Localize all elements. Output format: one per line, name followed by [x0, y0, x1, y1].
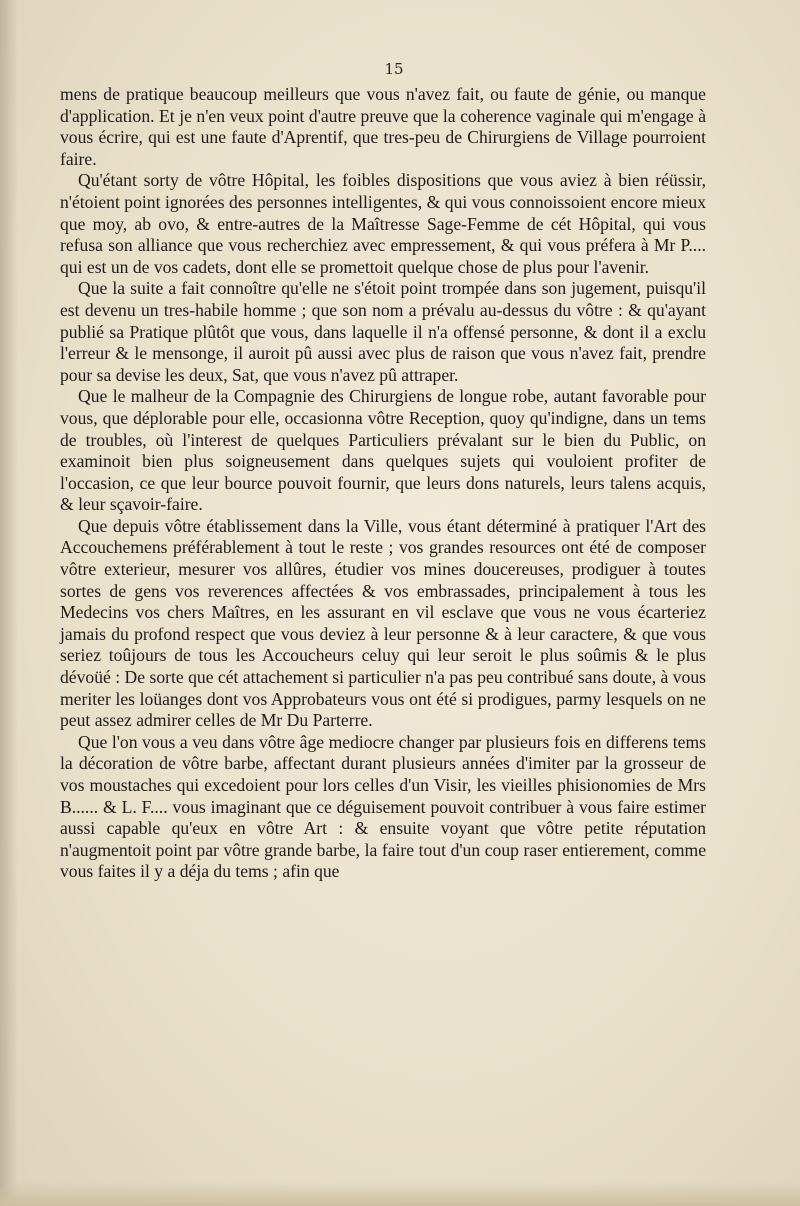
- page-number: 15: [384, 60, 404, 78]
- paragraph: Que la suite a fait connoître qu'elle ne s'étoit point trompée dans son jugement, puisqu'il est devenu un tres-habile homme ; que son nom a prévalu au-dessus du vôtre : & qu'ayant publié sa Pratique plûtôt que vous, dans laquelle il n'a offensé personne, & dont il a exclu l'erreur & le mensonge, il auroit pû aussi avec plus de raison que vous n'avez fait, prendre pour sa devise les deux, Sat, que vous n'avez pû attraper.: [60, 278, 706, 385]
- page-shadow-bottom: [0, 1182, 800, 1206]
- body-text: [60, 84, 706, 883]
- paragraph: Qu'étant sorty de vôtre Hôpital, les foibles dispositions que vous aviez à bien réüssir, n'étoient point ignorées des personnes intelligentes, & qui vous connoissoient encore mieux que moy, ab ovo, & entre-autres de la Maîtresse Sage-Femme de cét Hôpital, qui vous refusa son alliance que vous recherchiez avec empressement, & qui vous préfera à Mr P.... qui est un de vos cadets, dont elle se promettoit quelque chose de plus pour l'avenir.: [60, 170, 706, 277]
- paragraph: mens de pratique beaucoup meilleurs que vous n'avez fait, ou faute de génie, ou manque d'application. Et je n'en veux point d'autre preuve que la coherence vaginale qui m'engage à vous écrire, qui est une faute d'Aprentif, que tres-peu de Chirurgiens de Village pourroient faire.: [60, 84, 706, 169]
- page-shadow-left: [0, 0, 18, 1206]
- paragraph: Que l'on vous a veu dans vôtre âge mediocre changer par plusieurs fois en differens tems la décoration de vôtre barbe, affectant durant plusieurs années d'imiter par la grosseur de vos moustaches qui excedoient pour lors celles d'un Visir, les vieilles phisionomies de Mrs B...... & L. F.... vous imaginant que ce déguisement pouvoit contribuer à vous faire estimer aussi capable qu'eux en vôtre Art : & ensuite voyant que vôtre petite réputation n'augmentoit point par vôtre grande barbe, la faire tout d'un coup raser entierement, comme vous faites il y a déja du tems ; afin que: [60, 731, 706, 882]
- paragraph: Que le malheur de la Compagnie des Chirurgiens de longue robe, autant favorable pour vous, que déplorable pour elle, occasionna vôtre Reception, quoy qu'indigne, dans un tems de troubles, où l'interest de quelques Particuliers prévalant sur le bien du Public, on examinoit bien plus soigneusement dans quelques sujets qui vouloient profiter de l'occasion, ce que leur bource pouvoit fournir, que leurs dons naturels, leurs talens acquis, & leur sçavoir-faire.: [60, 386, 706, 515]
- paragraph: Que depuis vôtre établissement dans la Ville, vous étant déterminé à pratiquer l'Art des Accouchemens préférablement à tout le reste ; vos grandes resources ont été de composer vôtre exterieur, mesurer vos allûres, étudier vos mines doucereuses, prodiguer à toutes sortes de gens vos reverences affectées & vos embrassades, principalement à tous les Medecins vos chers Maîtres, en les assurant en vil esclave que vous ne vous écarteriez jamais du profond respect que vous deviez à leur personne & à leur caractere, & que vous seriez toûjours de tous les Accoucheurs celuy qui leur seroit le plus soûmis & le plus dévoüé : De sorte que cét attachement si particulier n'a pas peu contribué sans doute, à vous meriter les loüanges dont vos Approbateurs vous ont été si prodigues, parmy lesquels on ne peut assez admirer celles de Mr Du Parterre.: [60, 515, 706, 731]
